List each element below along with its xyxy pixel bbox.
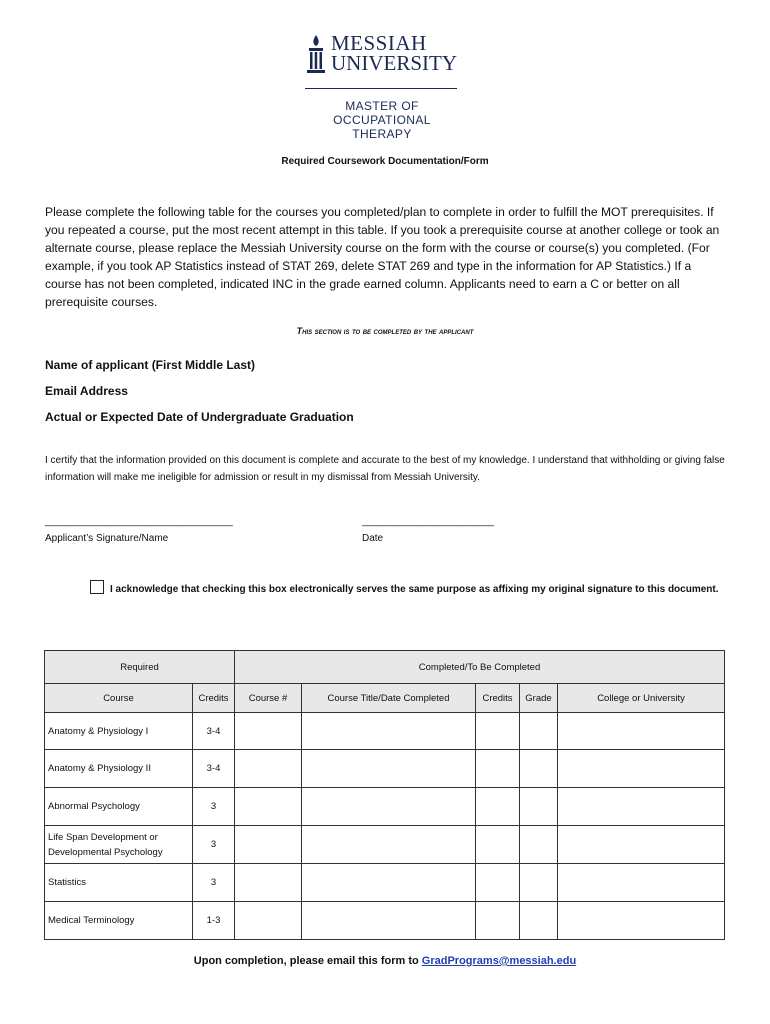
college-cell[interactable] bbox=[558, 864, 725, 902]
course-name: Abnormal Psychology bbox=[45, 788, 193, 826]
course-title-cell[interactable] bbox=[302, 788, 476, 826]
college-cell[interactable] bbox=[558, 788, 725, 826]
course-title-cell[interactable] bbox=[302, 864, 476, 902]
acknowledge-text: I acknowledge that checking this box electronically serves the same purpose as affixing my original signature to this document. bbox=[110, 584, 719, 595]
section-note: This section is to be completed by the applicant bbox=[296, 326, 474, 336]
course-name: Medical Terminology bbox=[45, 902, 193, 940]
required-credits: 3-4 bbox=[193, 713, 235, 750]
college-cell[interactable] bbox=[558, 713, 725, 750]
table-row bbox=[45, 864, 725, 902]
acknowledge-checkbox[interactable] bbox=[90, 580, 104, 594]
required-credits: 1-3 bbox=[193, 902, 235, 940]
table-row bbox=[45, 826, 725, 864]
completed-credits-cell[interactable] bbox=[476, 713, 520, 750]
header-required: Required bbox=[45, 651, 235, 684]
college-cell[interactable] bbox=[558, 750, 725, 788]
course-number-cell[interactable] bbox=[235, 750, 302, 788]
table-row bbox=[45, 713, 725, 750]
logo-line-messiah: MESSIAH bbox=[331, 31, 427, 55]
program-line-1: MASTER OF bbox=[345, 99, 419, 113]
required-credits: 3 bbox=[193, 788, 235, 826]
date-line[interactable]: __________________________ bbox=[362, 516, 494, 527]
messiah-university-logo bbox=[305, 33, 470, 77]
col-header-course-number: Course # bbox=[235, 684, 302, 713]
course-number-cell[interactable] bbox=[235, 826, 302, 864]
course-number-cell[interactable] bbox=[235, 864, 302, 902]
form-title: Required Coursework Documentation/Form bbox=[281, 156, 489, 167]
signature-line[interactable]: _____________________________________ bbox=[45, 516, 233, 527]
grad-programs-email-link[interactable]: GradPrograms@messiah.edu bbox=[421, 955, 577, 967]
footer-text: Upon completion, please email this form to bbox=[193, 955, 422, 967]
intro-paragraph: Please complete the following table for the courses you completed/plan to complete in order to fulfill the MOT prerequisites. If you repeated a course, put the most recent attempt in this table. If you took a prerequisite course at another college or took an alternate course, please replace the Messiah University course on the form with the course or course(s) you completed. (For example, if you took AP Statistics instead of STAT 269, delete STAT 269 and type in the information for AP Statistics.) If a course has not been completed, indicated INC in the grade earned column. Applicants need to earn a C or better on all prerequisite courses. bbox=[45, 205, 720, 309]
logo-line-university: UNIVERSITY bbox=[331, 51, 457, 75]
course-title-cell[interactable] bbox=[302, 826, 476, 864]
grade-cell[interactable] bbox=[520, 864, 558, 902]
col-header-course-title: Course Title/Date Completed bbox=[302, 684, 476, 713]
course-title-cell[interactable] bbox=[302, 713, 476, 750]
completed-credits-cell[interactable] bbox=[476, 902, 520, 940]
col-header-grade: Grade bbox=[520, 684, 558, 713]
required-credits: 3 bbox=[193, 826, 235, 864]
table-row bbox=[45, 788, 725, 826]
col-header-college: College or University bbox=[558, 684, 725, 713]
completed-credits-cell[interactable] bbox=[476, 788, 520, 826]
program-line-2: OCCUPATIONAL bbox=[333, 113, 431, 127]
course-name: Life Span Development or Developmental Psychology bbox=[45, 826, 193, 864]
course-number-cell[interactable] bbox=[235, 902, 302, 940]
acknowledge-block bbox=[90, 580, 720, 599]
header-completed: Completed/To Be Completed bbox=[235, 651, 725, 684]
date-label: Date bbox=[362, 533, 384, 544]
course-number-cell[interactable] bbox=[235, 788, 302, 826]
program-line-3: THERAPY bbox=[352, 127, 412, 141]
col-header-completed-credits: Credits bbox=[476, 684, 520, 713]
completed-credits-cell[interactable] bbox=[476, 826, 520, 864]
program-name bbox=[322, 99, 442, 141]
college-cell[interactable] bbox=[558, 902, 725, 940]
certification-statement: I certify that the information provided on this document is complete and accurate to the best of my knowledge. I understand that withholding or giving false information will make me ineligible for admission or result in my dismissal from Messiah University. bbox=[45, 455, 725, 483]
course-name: Statistics bbox=[45, 864, 193, 902]
course-title-cell[interactable] bbox=[302, 750, 476, 788]
graduation-date-field[interactable]: Actual or Expected Date of Undergraduate Graduation bbox=[45, 410, 354, 424]
college-cell[interactable] bbox=[558, 826, 725, 864]
required-credits: 3-4 bbox=[193, 750, 235, 788]
course-number-cell[interactable] bbox=[235, 713, 302, 750]
signature-label: Applicant’s Signature/Name bbox=[45, 533, 169, 544]
grade-cell[interactable] bbox=[520, 750, 558, 788]
email-address-field[interactable]: Email Address bbox=[45, 384, 128, 398]
coursework-table bbox=[44, 650, 725, 940]
completed-credits-cell[interactable] bbox=[476, 750, 520, 788]
required-credits: 3 bbox=[193, 864, 235, 902]
grade-cell[interactable] bbox=[520, 713, 558, 750]
table-row bbox=[45, 902, 725, 940]
course-name: Anatomy & Physiology II bbox=[45, 750, 193, 788]
torch-building-icon bbox=[305, 33, 327, 77]
footer-instruction bbox=[0, 955, 770, 967]
grade-cell[interactable] bbox=[520, 826, 558, 864]
course-name: Anatomy & Physiology I bbox=[45, 713, 193, 750]
logo-divider bbox=[305, 88, 457, 89]
completed-credits-cell[interactable] bbox=[476, 864, 520, 902]
table-row bbox=[45, 750, 725, 788]
grade-cell[interactable] bbox=[520, 788, 558, 826]
grade-cell[interactable] bbox=[520, 902, 558, 940]
course-title-cell[interactable] bbox=[302, 902, 476, 940]
col-header-credits: Credits bbox=[193, 684, 235, 713]
col-header-course: Course bbox=[45, 684, 193, 713]
applicant-name-field[interactable]: Name of applicant (First Middle Last) bbox=[45, 358, 256, 372]
